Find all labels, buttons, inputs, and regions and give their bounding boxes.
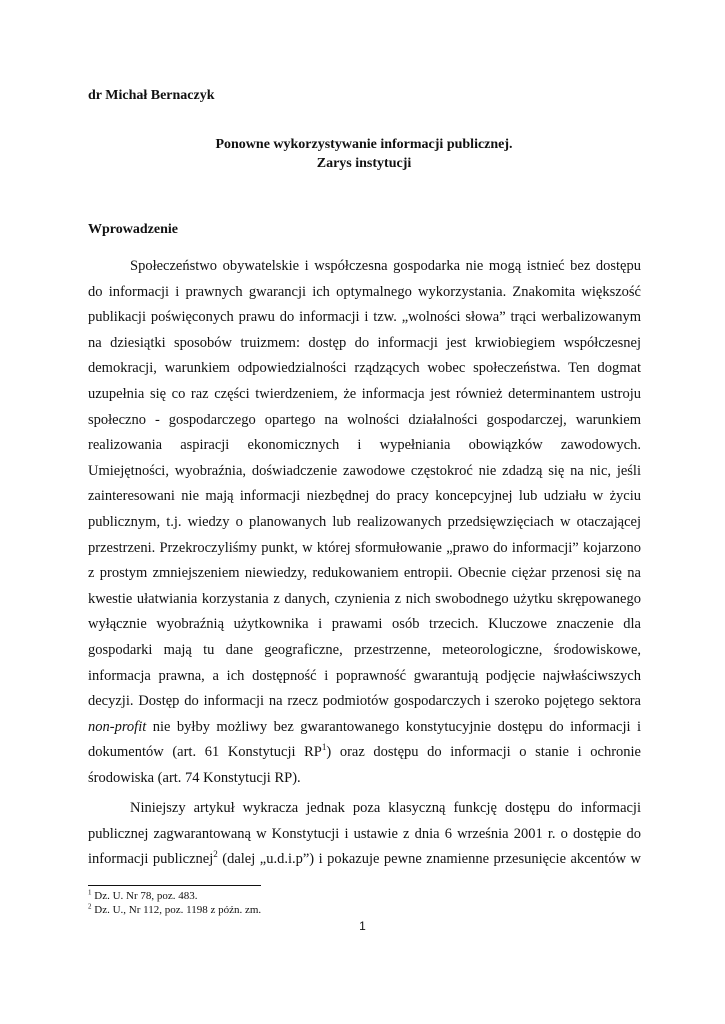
paragraph-line <box>88 740 641 766</box>
line-text: (dalej „u.d.i.p”) i pokazuje pewne znamienne przesunięcie akcentów w <box>217 851 641 868</box>
footnote-reference: 1 <box>321 742 327 753</box>
footnote-mark: 2 <box>88 902 92 911</box>
paragraph-line: z prostym zmniejszeniem niewiedzy, redukowaniem entropii. Obecnie ciężar przenosi się na <box>88 565 641 582</box>
paragraph-line: Umiejętności, wyobraźnia, doświadczenie zawodowe częstokroć nie zdadzą się na nic, jeśli <box>88 462 641 479</box>
footnote-2 <box>88 904 261 917</box>
footnote-text: Dz. U. Nr 78, poz. 483. <box>91 890 198 902</box>
paragraph-line: demokracji, warunkiem odpowiedzialności rządzących wobec społeczeństwa. Ten dogmat <box>88 360 641 377</box>
paragraph-line: Niniejszy artykuł wykracza jednak poza klasyczną funkcję dostępu do informacji <box>130 800 641 816</box>
paragraph-line: przestrzeni. Przekroczyliśmy punkt, w której sformułowanie „prawo do informacji” kojarzono <box>88 539 641 556</box>
paragraph-line: środowiska (art. 74 Konstytucji RP). <box>88 769 301 786</box>
paragraph-line: publikacji poświęconych prawu do informacji i tzw. „wolności słowa” trąci werbalizowanym <box>88 309 641 326</box>
footnote-divider <box>88 885 261 886</box>
paragraph-line: publicznej zagwarantowaną w Konstytucji i ustawie z dnia 6 września 2001 r. o dostępie do <box>88 825 641 842</box>
paragraph-line: publicznym, t.j. wiedzy o planowanych lub realizowanych przedsięwzięciach w otaczającej <box>88 513 641 530</box>
footnote-1 <box>88 890 198 903</box>
section-heading: Wprowadzenie <box>88 222 178 237</box>
paragraph-line: gospodarki mają tu dane geograficzne, przestrzenne, meteorologiczne, środowiskowe, <box>88 641 641 658</box>
article-title-line-2: Zarys instytucji <box>316 156 412 171</box>
paragraph-line: społeczno - gospodarczego opartego na wolności działalności gospodarczej, warunkiem <box>88 411 641 428</box>
footnote-reference: 2 <box>213 849 218 860</box>
paragraph-line: na dziesiątki sposobów truizmem: dostęp do informacji jest krwiobiegiem współczesnej <box>88 334 641 351</box>
line-text: informacji publicznej <box>88 851 214 868</box>
paragraph-line: decyzji. Dostęp do informacji na rzecz podmiotów gospodarczych i szeroko pojętego sektora <box>88 693 641 710</box>
author-name: dr Michał Bernaczyk <box>88 88 215 103</box>
paragraph-line <box>88 715 641 741</box>
page-number: 1 <box>359 919 366 933</box>
line-text: nie byłby możliwy bez gwarantowanego konstytucyjnie dostępu do informacji i <box>146 718 641 735</box>
paragraph-introduction <box>88 254 641 791</box>
paragraph-scope <box>88 796 641 873</box>
paragraph-line: wyłącznie wyobraźnią użytkownika i prawami osób trzecich. Kluczowe znaczenie dla <box>88 616 641 633</box>
paragraph-line <box>88 847 641 873</box>
paragraph-line: zainteresowani nie mają informacji niezbędnej do pracy koncepcyjnej lub udziału w życiu <box>88 488 641 505</box>
paragraph-line: informacja prawna, a ich dostępność i poprawność gwarantują podjęcie najwłaściwszych <box>88 667 641 684</box>
paragraph-line: uzupełnia się co raz części twierdzeniem, że informacja jest również determinantem ustroju <box>88 385 641 402</box>
paragraph-line: do informacji i prawnych gwarancji ich optymalnego wykorzystania. Znakomita większość <box>88 283 641 300</box>
article-title-line-1: Ponowne wykorzystywanie informacji publicznej. <box>215 137 513 152</box>
paragraph-line: realizowania aspiracji ekonomicznych i wypełniania obowiązków zawodowych. <box>88 437 641 454</box>
paragraph-line: kwestie ułatwiania korzystania z danych, czynienia z nich swobodnego użytku skrępowanego <box>88 590 641 607</box>
paragraph-line: Społeczeństwo obywatelskie i współczesna gospodarka nie mogą istnieć bez dostępu <box>130 258 641 274</box>
footnote-mark: 1 <box>88 888 92 897</box>
italic-term: non-profit <box>88 718 147 735</box>
footnote-text: Dz. U., Nr 112, poz. 1198 z późn. zm. <box>91 904 262 916</box>
line-text: dokumentów (art. 61 Konstytucji RP <box>88 744 322 761</box>
line-text: ) oraz dostępu do informacji o stanie i ochronie <box>326 744 641 761</box>
